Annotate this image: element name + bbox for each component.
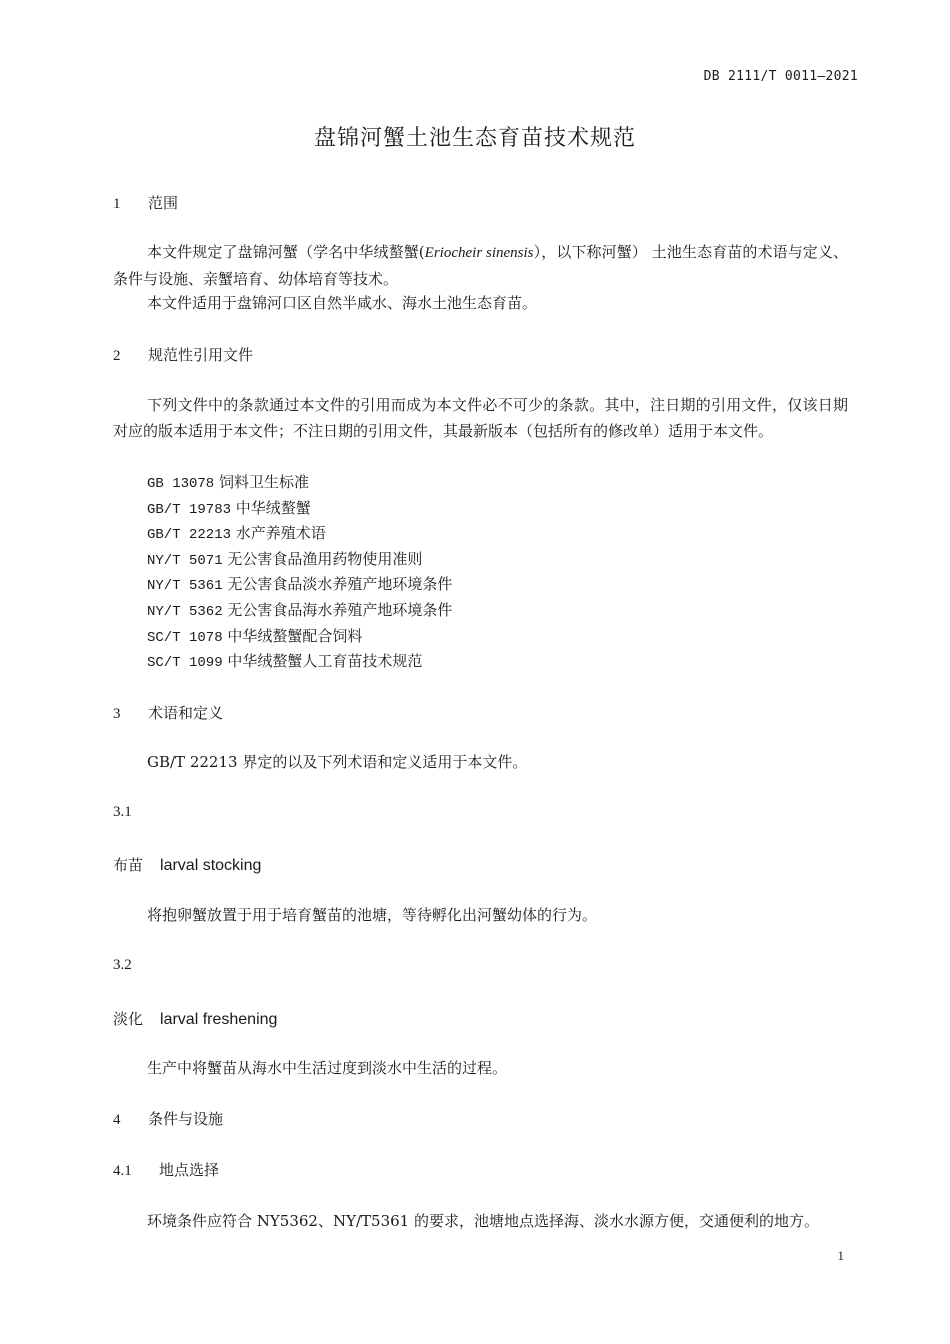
term-chinese: 淡化 [113, 1010, 144, 1028]
reference-item [147, 521, 452, 547]
term-heading [113, 1008, 277, 1029]
term-english: larval stocking [160, 857, 262, 874]
subsection-4-1-heading [113, 1159, 219, 1180]
reference-item [147, 547, 452, 573]
term-heading [113, 854, 261, 875]
term-definition: 生产中将蟹苗从海水中生活过度到淡水中生活的过程。 [147, 1059, 508, 1077]
section-number: 3 [113, 706, 121, 722]
reference-name: 中华绒螯蟹配合饲料 [227, 626, 363, 645]
scope-paragraph-1 [113, 240, 848, 292]
section-number: 2 [113, 348, 121, 364]
normative-references-list [147, 470, 452, 675]
section-3-heading [113, 702, 223, 723]
reference-item [147, 624, 452, 650]
reference-code: NY/T 5071 [147, 552, 223, 569]
reference-code: GB/T 22213 [147, 527, 232, 544]
section-1-heading [113, 192, 178, 213]
section-2-heading [113, 344, 253, 365]
section-number: 4 [113, 1112, 121, 1128]
term-chinese: 布苗 [113, 856, 144, 874]
section-4-heading [113, 1108, 223, 1129]
scope-text-part: ），以下称河蟹） 土池生态育苗的术语与定义、条件与设施、亲蟹培育、幼体培育等技术。 [113, 243, 848, 288]
term-english: larval freshening [160, 1011, 278, 1028]
reference-code: GB/T 19783 [147, 501, 232, 518]
reference-item [147, 496, 452, 522]
references-intro-paragraph: 下列文件中的条款通过本文件的引用而成为本文件必不可少的条款。其中，注日期的引用文件，仅该日期对应的版本适用于本文件；不注日期的引用文件，其最新版本（包括所有的修改单）适用于本文件。 [113, 396, 848, 440]
reference-code: NY/T 5362 [147, 603, 223, 620]
reference-name: 中华绒螯蟹 [235, 498, 311, 517]
subsection-number: 4.1 [113, 1163, 132, 1179]
reference-name: 无公害食品淡水养殖产地环境条件 [227, 575, 453, 594]
latin-species-name: Eriocheir sinensis [424, 245, 534, 261]
reference-code: NY/T 5361 [147, 578, 223, 595]
scope-text-part: 本文件规定了盘锦河蟹（学名中华绒螯蟹( [147, 243, 425, 261]
term-number: 3.2 [113, 957, 132, 973]
section-title: 条件与设施 [148, 1110, 224, 1128]
section-title: 范围 [148, 194, 179, 212]
reference-name: 水产养殖术语 [235, 524, 326, 543]
reference-name: 饲料卫生标准 [219, 473, 310, 491]
section-title: 术语和定义 [148, 704, 224, 722]
reference-code: GB 13078 [147, 476, 215, 492]
reference-item [147, 649, 452, 675]
reference-code: SC/T 1078 [147, 629, 223, 646]
site-selection-paragraph: 环境条件应符合 NY5362、NY/T5361 的要求，池塘地点选择海、淡水水源方便，交通便利的地方。 [147, 1212, 820, 1230]
terms-intro-paragraph: GB/T 22213 界定的以及下列术语和定义适用于本文件。 [147, 753, 528, 771]
reference-item [147, 572, 452, 598]
term-number: 3.1 [113, 804, 132, 820]
reference-name: 无公害食品海水养殖产地环境条件 [227, 600, 453, 619]
reference-item [147, 598, 452, 624]
scope-paragraph-2: 本文件适用于盘锦河口区自然半咸水、海水土池生态育苗。 [147, 294, 538, 312]
reference-name: 无公害食品渔用药物使用准则 [227, 549, 423, 568]
reference-name: 中华绒螯蟹人工育苗技术规范 [227, 652, 423, 671]
reference-code: SC/T 1099 [147, 655, 223, 672]
section-title: 规范性引用文件 [148, 346, 254, 364]
term-definition: 将抱卵蟹放置于用于培育蟹苗的池塘，等待孵化出河蟹幼体的行为。 [147, 906, 598, 924]
document-title: 盘锦河蟹土池生态育苗技术规范 [313, 126, 636, 151]
document-code-header: DB 2111/T 0011—2021 [703, 69, 858, 84]
page-number: 1 [837, 1248, 844, 1263]
subsection-title: 地点选择 [159, 1161, 220, 1179]
section-number: 1 [113, 196, 121, 212]
reference-item [147, 470, 452, 496]
